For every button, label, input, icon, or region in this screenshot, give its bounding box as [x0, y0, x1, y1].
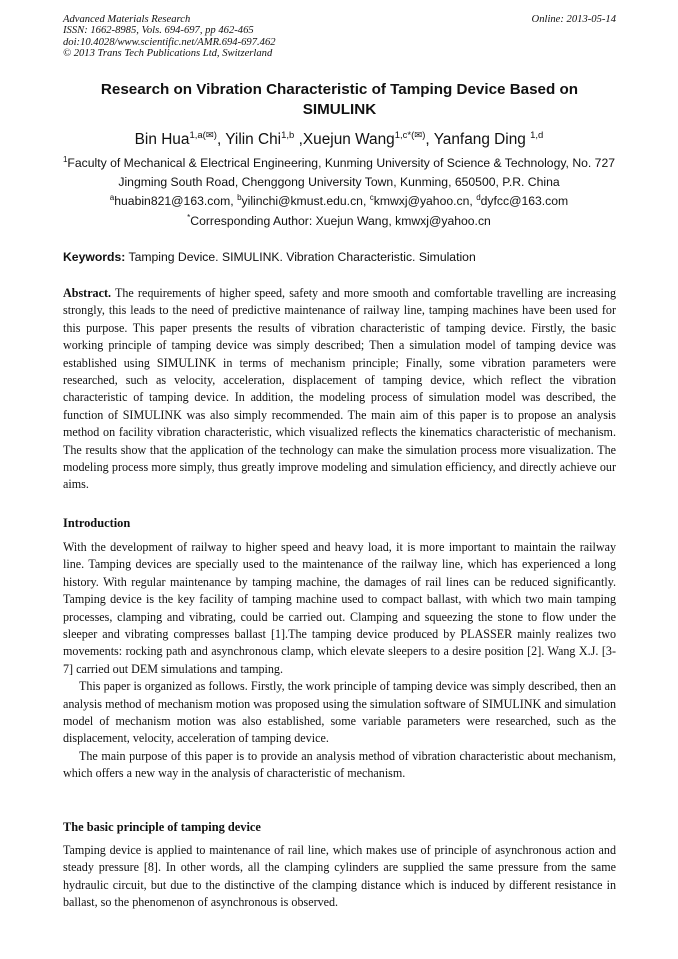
basic-principle-heading: The basic principle of tamping device: [63, 820, 261, 834]
author-name: Bin Hua: [134, 131, 190, 148]
abstract: [63, 285, 616, 494]
email-superscript: d: [476, 192, 481, 202]
author-separator: ,: [294, 131, 303, 148]
email-address: yilinchi@kmust.edu.cn,: [241, 194, 370, 208]
affiliation-superscript: 1: [62, 154, 68, 164]
affiliation-text: Faculty of Mechanical & Electrical Engineering, Kunming University of Science & Technology, No. 727 Jingming South Road, Chenggong University Town, Kunming, 650500, P.R. China: [67, 156, 616, 189]
corresponding-superscript: *: [187, 212, 191, 222]
basic-principle-body: [63, 842, 616, 912]
abstract-label: Abstract.: [63, 286, 112, 300]
author-name: Xuejun Wang: [302, 131, 395, 148]
paragraph: This paper is organized as follows. Firstly, the work principle of tamping device was simply described, then an analysis method of mechanism motion was proposed using the simulation software of SIMULINK and simulation model of mechanism motion was also established, some variable parameters were researched, such as the displacement, velocity, acceleration of tamping device.: [63, 679, 616, 746]
doi-line: doi:10.4028/www.scientific.net/AMR.694-697.462: [63, 36, 276, 48]
corresponding-author: [40, 212, 638, 230]
author-name: Yanfang Ding: [433, 131, 531, 148]
copyright-line: © 2013 Trans Tech Publications Ltd, Switzerland: [63, 48, 273, 60]
introduction-body: [63, 539, 616, 783]
introduction-heading: Introduction: [63, 516, 131, 530]
author-superscript: 1,a(✉): [189, 129, 217, 141]
paragraph: With the development of railway to higher speed and heavy load, it is more important to maintain the railway line. Tamping devices are specially used to the maintenance of the railway line, which has experienced a long history. With regular maintenance by tamping machine, the damages of rail lines can be reduced significantly. Tamping device is the key facility of tamping machine used to compact ballast, with which two main tamping processes, clamping and vibrating, could be carried out. Clamping and squeezing the stone to flow under the sleeper and vibrating compresses ballast [1].The tamping device produced by PLASSER mainly realizes two movements: rocking path and asynchronous clamp, which elevate sleepers to a desire position [2]. Wang X.J. [3-7] carried out DEM simulations and tamping.: [63, 540, 616, 676]
author-list: [40, 130, 638, 149]
author-superscript: 1,c*(✉): [394, 129, 426, 141]
issn-line: ISSN: 1662-8985, Vols. 694-697, pp 462-465: [63, 25, 254, 37]
email-superscript: a: [109, 192, 115, 202]
keywords-label: Keywords:: [63, 250, 126, 264]
keywords-text: Tamping Device. SIMULINK. Vibration Characteristic. Simulation: [125, 250, 476, 264]
email-address: kmwxj@yahoo.cn,: [373, 194, 477, 208]
online-date: Online: 2013-05-14: [531, 14, 616, 25]
author-separator: ,: [425, 131, 434, 148]
email-list: [40, 192, 638, 210]
email-superscript: b: [237, 192, 242, 202]
email-address: dyfcc@163.com: [480, 194, 569, 208]
author-name: Yilin Chi: [225, 131, 282, 148]
paragraph: The main purpose of this paper is to provide an analysis method of vibration characteristic about mechanism, which offers a new way in the analysis of characteristic of mechanism.: [63, 748, 616, 781]
journal-header: [63, 14, 616, 60]
author-separator: ,: [216, 131, 226, 148]
author-superscript: 1,b: [281, 129, 295, 141]
paper-title: Research on Vibration Characteristic of Tamping Device Based on SIMULINK: [100, 81, 579, 118]
paragraph: Tamping device is applied to maintenance of rail line, which makes use of principle of asynchronous action and steady pressure [8]. In other words, all the clamping cylinders are supplied the same pressure from the same hydraulic circuit, but due to the distinctive of the clamping distance which is induced by different resistance in ballast, so the phenomenon of asynchronous is observed.: [63, 843, 616, 910]
keywords: [63, 249, 616, 266]
corresponding-text: Corresponding Author: Xuejun Wang, kmwxj@yahoo.cn: [190, 214, 491, 228]
email-address: huabin821@163.com,: [114, 194, 238, 208]
journal-name: Advanced Materials Research: [63, 14, 191, 25]
email-superscript: c: [369, 192, 374, 202]
author-superscript: 1,d: [530, 129, 544, 141]
affiliation: [56, 154, 622, 191]
abstract-text: The requirements of higher speed, safety and more smooth and comfortable travelling are increasing strongly, this leads to the need of predictive maintenance of railway line, tamping machines have been used for this purpose. This paper presents the results of vibration characteristic of tamping device. Firstly, the basic working principle of tamping device was simply described; Then a simulation model of tamping device was established using SIMULINK in terms of mechanism principle; Finally, some vibration parameters were researched, such as velocity, acceleration, displacement of tamping device, which reflect the vibration characteristic of tamping device. In addition, the modeling process of simulation model was described, the function of SIMULINK was also simply recommended. The main aim of this paper is to propose an analysis method on facility vibration characteristic, which visualized reflects the kinematics characteristic of mechanism. The results show that the application of the technology can make the simulation process more visualization. The modeling process more simply, thus greatly improve modeling and simulation efficiency, and directly achieve our aims.: [63, 286, 616, 492]
